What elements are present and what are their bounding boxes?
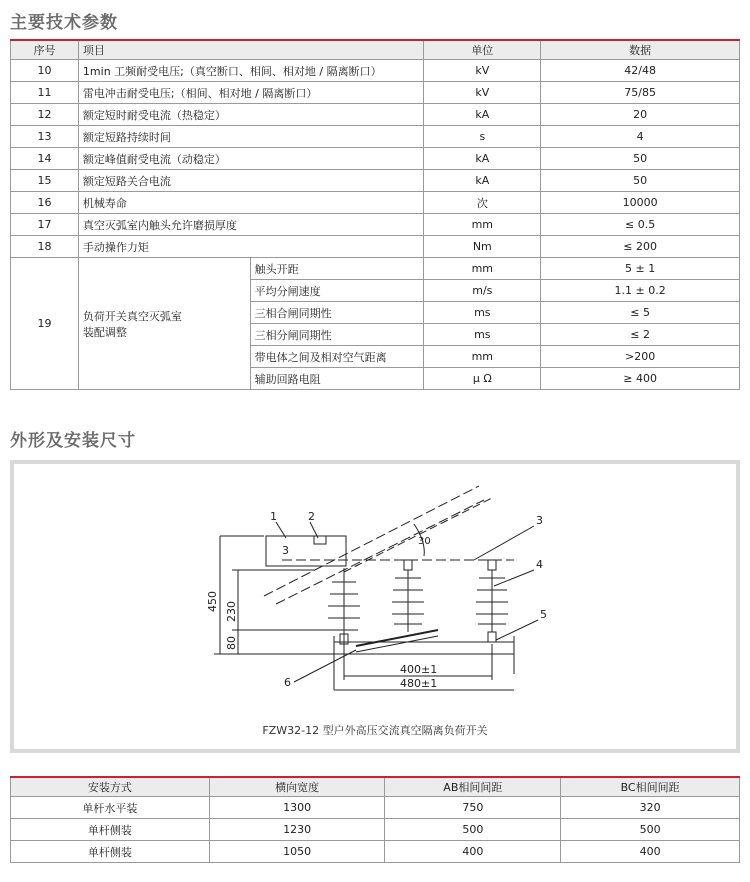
- row-no: 11: [11, 82, 79, 104]
- callout-4: 4: [536, 558, 543, 571]
- row-no: 15: [11, 170, 79, 192]
- row-no: 17: [11, 214, 79, 236]
- table-row: [11, 797, 740, 819]
- row-item: 额定峰值耐受电流（动稳定）: [78, 148, 423, 170]
- row-data: ≤ 0.5: [541, 214, 740, 236]
- row-item: 机械寿命: [78, 192, 423, 214]
- figure-canvas: [14, 464, 736, 749]
- header-method: 安装方式: [11, 777, 210, 797]
- sub-data: ≤ 5: [541, 302, 740, 324]
- header-width: 横向宽度: [209, 777, 385, 797]
- install-bc: 320: [561, 797, 740, 819]
- row-item: 额定短路持续时间: [78, 126, 423, 148]
- row-unit: 次: [424, 192, 541, 214]
- row-no: 16: [11, 192, 79, 214]
- header-unit: 单位: [424, 40, 541, 60]
- sub-unit: μ Ω: [424, 368, 541, 390]
- row-no: 14: [11, 148, 79, 170]
- sub-data: >200: [541, 346, 740, 368]
- sub-unit: mm: [424, 346, 541, 368]
- insulator-c: [476, 560, 508, 642]
- row-data: 50: [541, 148, 740, 170]
- group-item: [78, 258, 250, 390]
- row-unit: mm: [424, 214, 541, 236]
- row-data: 10000: [541, 192, 740, 214]
- switch-drawing: [14, 464, 736, 749]
- dim-80-label: 80: [225, 636, 238, 650]
- table-row: [11, 819, 740, 841]
- row-unit: kV: [424, 82, 541, 104]
- table-row: [11, 82, 740, 104]
- install-width: 1230: [209, 819, 385, 841]
- row-no: 13: [11, 126, 79, 148]
- sub-data: ≤ 2: [541, 324, 740, 346]
- header-data: 数据: [541, 40, 740, 60]
- sub-data: ≥ 400: [541, 368, 740, 390]
- spec-table: [10, 39, 740, 390]
- figure-caption: FZW32-12 型户外高压交流真空隔离负荷开关: [262, 724, 488, 737]
- callout-3: 3: [536, 514, 543, 527]
- group-item-line1: 负荷开关真空灭弧室: [82, 309, 182, 323]
- install-ab: 750: [385, 797, 561, 819]
- leader-3-right: [474, 526, 534, 560]
- sub-data: 5 ± 1: [541, 258, 740, 280]
- row-item: 额定短路关合电流: [78, 170, 423, 192]
- install-method: 单杆侧装: [11, 841, 210, 863]
- table-row: [11, 148, 740, 170]
- insulator-a: [328, 568, 360, 644]
- header-item: 项目: [78, 40, 423, 60]
- row-item: 1min 工频耐受电压;（真空断口、相间、相对地 / 隔离断口）: [78, 60, 423, 82]
- sub-item: 三相合闸同期性: [250, 302, 424, 324]
- callout-6: 6: [284, 676, 291, 689]
- sub-item: 平均分闸速度: [250, 280, 424, 302]
- row-data: 50: [541, 170, 740, 192]
- callout-3-box: 3: [282, 544, 289, 557]
- table-row: [11, 126, 740, 148]
- callout-1: 1: [270, 510, 277, 523]
- table-row: [11, 841, 740, 863]
- group-item-line2: 装配调整: [82, 325, 127, 339]
- table-row: [11, 192, 740, 214]
- dim-400-label: 400±1: [400, 663, 438, 676]
- dim-450-label: 450: [206, 591, 219, 612]
- install-ab: 400: [385, 841, 561, 863]
- sub-unit: m/s: [424, 280, 541, 302]
- row-item: 雷电冲击耐受电压;（相间、相对地 / 隔离断口）: [78, 82, 423, 104]
- blade-open-upper: [264, 486, 479, 596]
- leader-5: [496, 620, 538, 640]
- sub-item: 带电体之间及相对空气距离: [250, 346, 424, 368]
- spec-header-row: [11, 40, 740, 60]
- row-unit: kA: [424, 170, 541, 192]
- table-row: [11, 104, 740, 126]
- insulator-b: [392, 560, 424, 632]
- row-item: 手动操作力矩: [78, 236, 423, 258]
- row-no: 10: [11, 60, 79, 82]
- row-item: 额定短时耐受电流（热稳定）: [78, 104, 423, 126]
- row-no: 18: [11, 236, 79, 258]
- header-no: 序号: [11, 40, 79, 60]
- row-no: 12: [11, 104, 79, 126]
- row-data: ≤ 200: [541, 236, 740, 258]
- sub-unit: mm: [424, 258, 541, 280]
- callout-5: 5: [540, 608, 547, 621]
- sub-item: 触头开距: [250, 258, 424, 280]
- figure-frame: [10, 460, 740, 753]
- sub-data: 1.1 ± 0.2: [541, 280, 740, 302]
- box-latch: [314, 536, 326, 544]
- install-width: 1300: [209, 797, 385, 819]
- header-ab: AB相间间距: [385, 777, 561, 797]
- dim-480-label: 480±1: [400, 677, 438, 690]
- sub-unit: ms: [424, 324, 541, 346]
- operating-box: [266, 536, 346, 566]
- row-item: 真空灭弧室内触头允许磨损厚度: [78, 214, 423, 236]
- row-unit: kV: [424, 60, 541, 82]
- row-data: 75/85: [541, 82, 740, 104]
- row-unit: kA: [424, 148, 541, 170]
- install-table: [10, 776, 740, 863]
- leader-6: [294, 650, 356, 682]
- sub-unit: ms: [424, 302, 541, 324]
- angle-label: 30: [418, 536, 431, 547]
- table-row: [11, 258, 740, 280]
- sub-item: 辅助回路电阻: [250, 368, 424, 390]
- install-header-row: [11, 777, 740, 797]
- header-bc: BC相间间距: [561, 777, 740, 797]
- install-method: 单杆侧装: [11, 819, 210, 841]
- table-row: [11, 170, 740, 192]
- dim-230-label: 230: [225, 601, 238, 622]
- blade-open-axis: [344, 498, 492, 572]
- install-bc: 400: [561, 841, 740, 863]
- install-ab: 500: [385, 819, 561, 841]
- row-unit: Nm: [424, 236, 541, 258]
- table-row: [11, 236, 740, 258]
- row-unit: s: [424, 126, 541, 148]
- row-data: 4: [541, 126, 740, 148]
- install-method: 单杆水平装: [11, 797, 210, 819]
- install-bc: 500: [561, 819, 740, 841]
- install-width: 1050: [209, 841, 385, 863]
- row-data: 20: [541, 104, 740, 126]
- group-no: 19: [11, 258, 79, 390]
- sub-item: 三相分闸同期性: [250, 324, 424, 346]
- dimension-section-title: 外形及安装尺寸: [10, 431, 136, 451]
- row-data: 42/48: [541, 60, 740, 82]
- row-unit: kA: [424, 104, 541, 126]
- spec-section-title: 主要技术参数: [10, 13, 118, 33]
- callout-2: 2: [308, 510, 315, 523]
- table-row: [11, 60, 740, 82]
- table-row: [11, 214, 740, 236]
